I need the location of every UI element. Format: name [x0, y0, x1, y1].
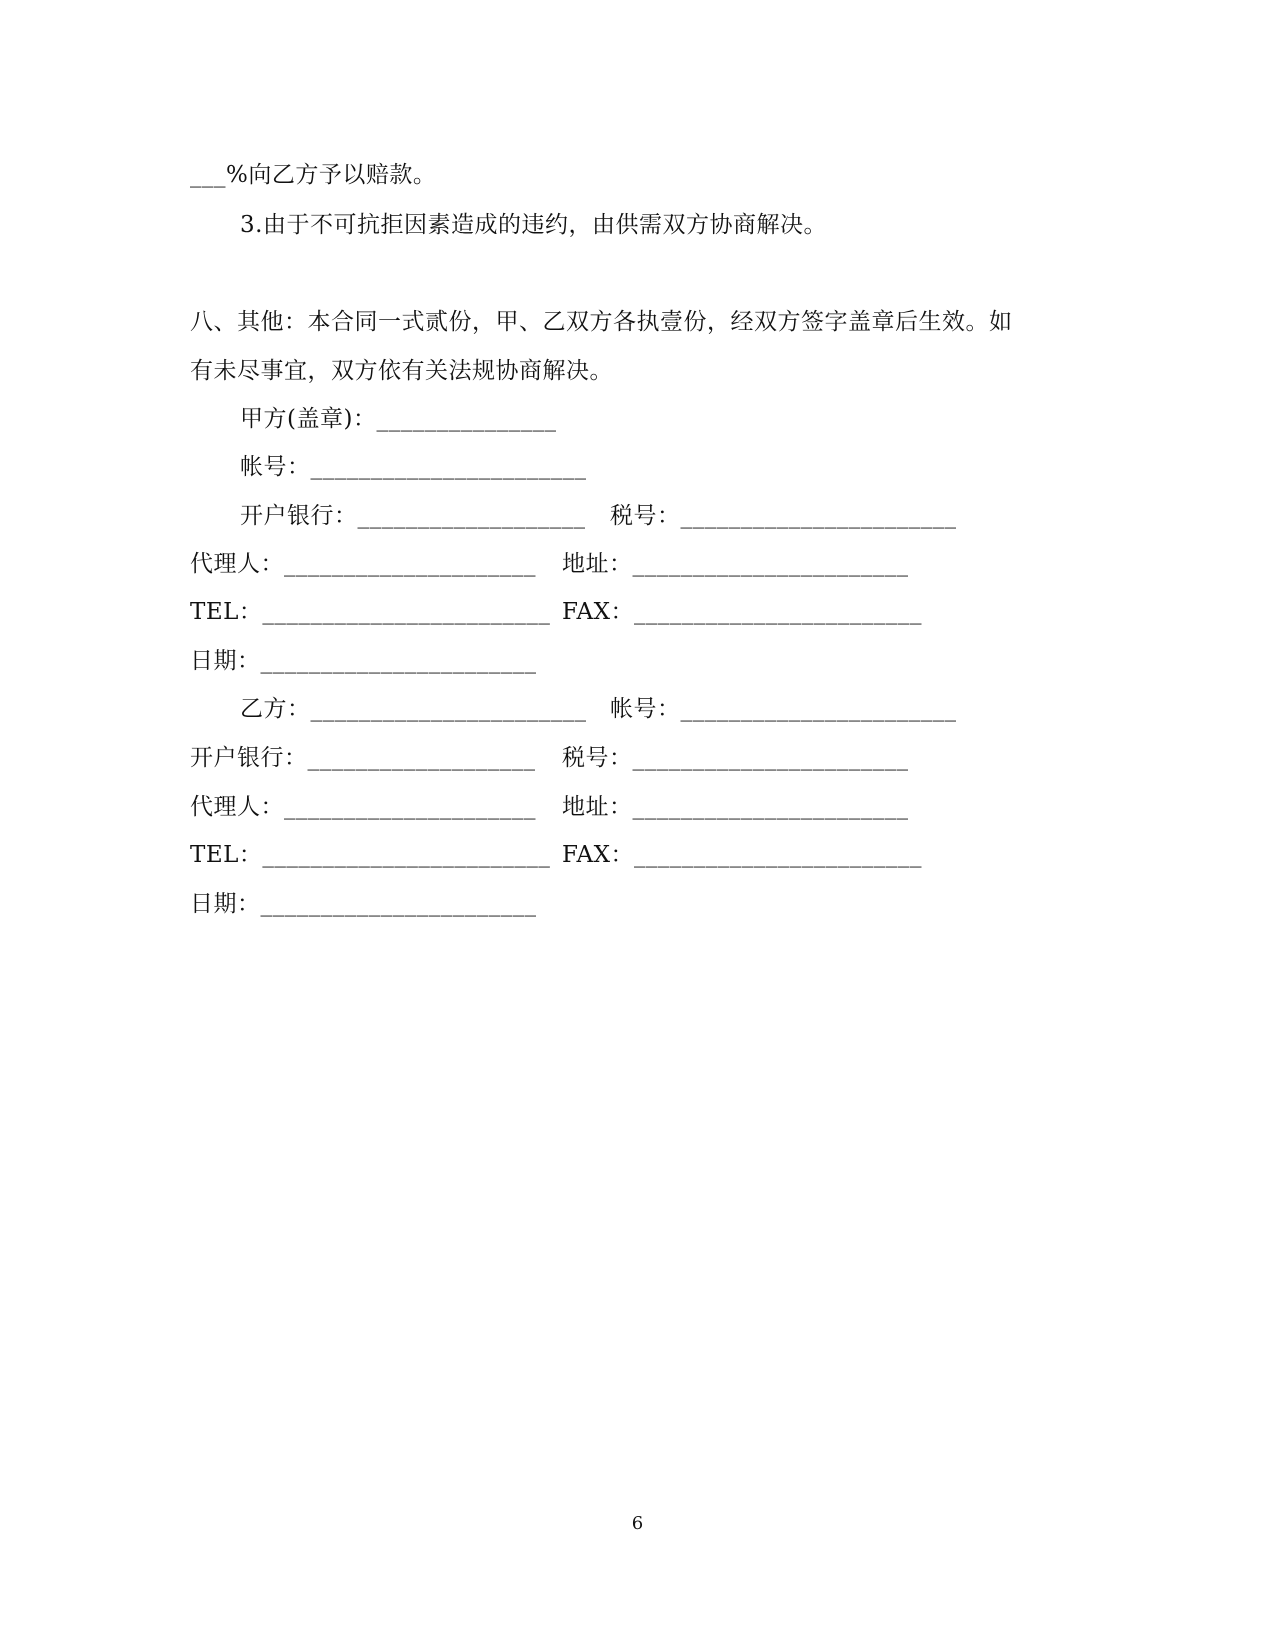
party-a-seal-blank: _______________ [376, 406, 557, 432]
party-a-address-label: 地址： [562, 551, 633, 577]
compensation-line: ___%向乙方予以赔款。 [190, 162, 437, 188]
party-b-account-blank: _______________________ [680, 696, 957, 722]
party-a-date-blank: _______________________ [260, 648, 537, 674]
party-b-tax-label: 税号： [562, 745, 633, 771]
party-a-bank-label: 开户银行： [240, 503, 358, 529]
party-a-agent-field [190, 549, 536, 579]
party-b-address-label: 地址： [562, 794, 633, 820]
party-a-fax-field [562, 597, 922, 627]
party-a-seal-label: 甲方(盖章)： [240, 406, 377, 432]
party-a-tel-label: TEL： [190, 599, 263, 625]
party-a-bank-blank: ___________________ [357, 503, 586, 529]
other-clause-line-1: 八、其他：本合同一式贰份，甲、乙双方各执壹份，经双方签字盖章后生效。如 [190, 309, 1013, 335]
party-b-tel-blank: ________________________ [262, 842, 551, 868]
party-b-name-field [240, 694, 587, 724]
party-a-address-blank: _______________________ [632, 551, 909, 577]
force-majeure-clause: 3.由于不可抗拒因素造成的违约，由供需双方协商解决。 [240, 212, 827, 238]
party-b-date-field [190, 889, 537, 919]
party-b-tel-label: TEL： [190, 842, 263, 868]
party-b-tax-blank: _______________________ [632, 745, 909, 771]
other-clause-line-2: 有未尽事宜，双方依有关法规协商解决。 [190, 358, 613, 384]
party-a-agent-label: 代理人： [190, 551, 284, 577]
party-a-bank-field [240, 501, 586, 531]
party-a-account-label: 帐号： [240, 454, 311, 480]
party-b-agent-field [190, 792, 536, 822]
party-b-agent-label: 代理人： [190, 794, 284, 820]
party-a-tel-blank: ________________________ [262, 599, 551, 625]
party-a-account-blank: _______________________ [310, 454, 587, 480]
party-a-tax-label: 税号： [610, 503, 681, 529]
page-number: 6 [631, 1513, 644, 1534]
party-b-tax-field [562, 743, 909, 773]
party-a-agent-blank: _____________________ [284, 551, 536, 577]
party-b-fax-label: FAX： [562, 842, 634, 868]
party-a-tax-field [610, 501, 957, 531]
party-a-tax-blank: _______________________ [680, 503, 957, 529]
party-b-address-field [562, 792, 909, 822]
party-b-bank-blank: ___________________ [307, 745, 536, 771]
party-b-date-blank: _______________________ [260, 891, 537, 917]
party-b-date-label: 日期： [190, 891, 261, 917]
party-b-tel-field [190, 840, 550, 870]
party-b-address-blank: _______________________ [632, 794, 909, 820]
party-a-seal-field [240, 404, 556, 434]
party-b-account-label: 帐号： [610, 696, 681, 722]
party-b-name-blank: _______________________ [310, 696, 587, 722]
party-a-fax-blank: ________________________ [633, 599, 922, 625]
party-a-date-label: 日期： [190, 648, 261, 674]
party-a-date-field [190, 646, 537, 676]
party-b-bank-label: 开户银行： [190, 745, 308, 771]
party-a-address-field [562, 549, 909, 579]
party-b-bank-field [190, 743, 536, 773]
party-a-account-field [240, 452, 587, 482]
party-b-account-field [610, 694, 957, 724]
party-a-tel-field [190, 597, 550, 627]
party-b-fax-field [562, 840, 922, 870]
party-b-fax-blank: ________________________ [633, 842, 922, 868]
party-b-agent-blank: _____________________ [284, 794, 536, 820]
party-a-fax-label: FAX： [562, 599, 634, 625]
party-b-name-label: 乙方： [240, 696, 311, 722]
